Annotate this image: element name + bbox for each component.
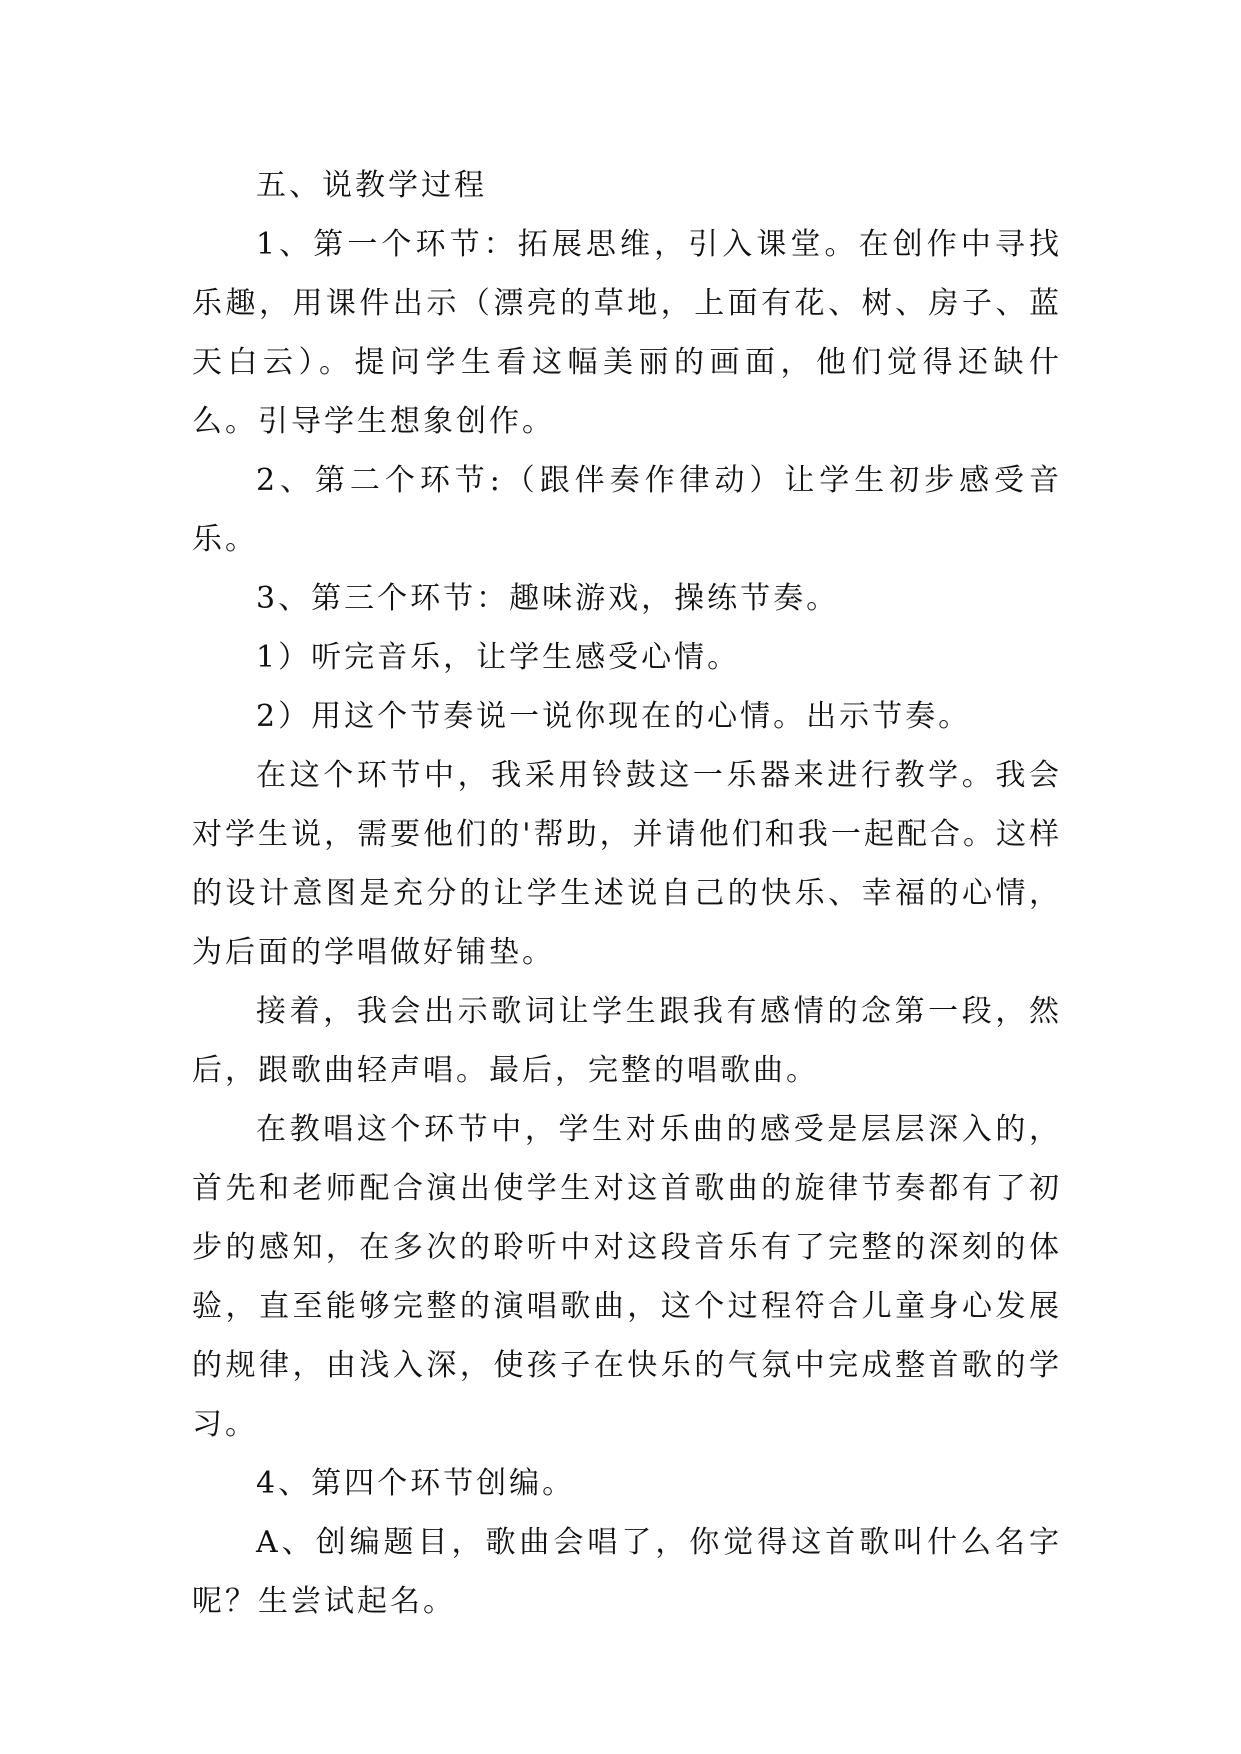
paragraph-lyrics: 接着，我会出示歌词让学生跟我有感情的念第一段，然后，跟歌曲轻声唱。最后，完整的唱歌曲。 <box>192 994 1062 1088</box>
paragraph-step-3: 3、第三个环节：趣味游戏，操练节奏。 <box>256 581 840 616</box>
section-heading: 五、说教学过程 <box>256 168 487 203</box>
paragraph-step-2: 2、第二个环节:（跟伴奏作律动）让学生初步感受音乐。 <box>192 463 1062 557</box>
paragraph-tambourine: 在这个环节中，我采用铃鼓这一乐器来进行教学。我会对学生说，需要他们的'帮助，并请他们和我一起配合。这样的设计意图是充分的让学生述说自己的快乐、幸福的心情，为后面的学唱做好铺垫。 <box>192 758 1062 970</box>
document-body <box>192 156 1062 1631</box>
paragraph-teaching-singing: 在教唱这个环节中，学生对乐曲的感受是层层深入的，首先和老师配合演出使学生对这首歌曲的旋律节奏都有了初步的感知，在多次的聆听中对这段音乐有了完整的深刻的体验，直至能够完整的演唱歌曲，这个过程符合儿童身心发展的规律，由浅入深，使孩子在快乐的气氛中完成整首歌的学习。 <box>192 1112 1062 1442</box>
paragraph-step-4-a: A、创编题目，歌曲会唱了，你觉得这首歌叫什么名字呢？生尝试起名。 <box>192 1525 1062 1619</box>
paragraph-substep-2: 2）用这个节奏说一说你现在的心情。出示节奏。 <box>256 699 972 734</box>
paragraph-step-4: 4、第四个环节创编。 <box>256 1466 576 1501</box>
paragraph-step-1: 1、第一个环节：拓展思维，引入课堂。在创作中寻找乐趣，用课件出示（漂亮的草地，上面有花、树、房子、蓝天白云）。提问学生看这幅美丽的画面，他们觉得还缺什么。引导学生想象创作。 <box>192 227 1062 439</box>
paragraph-substep-1: 1）听完音乐，让学生感受心情。 <box>256 640 741 675</box>
